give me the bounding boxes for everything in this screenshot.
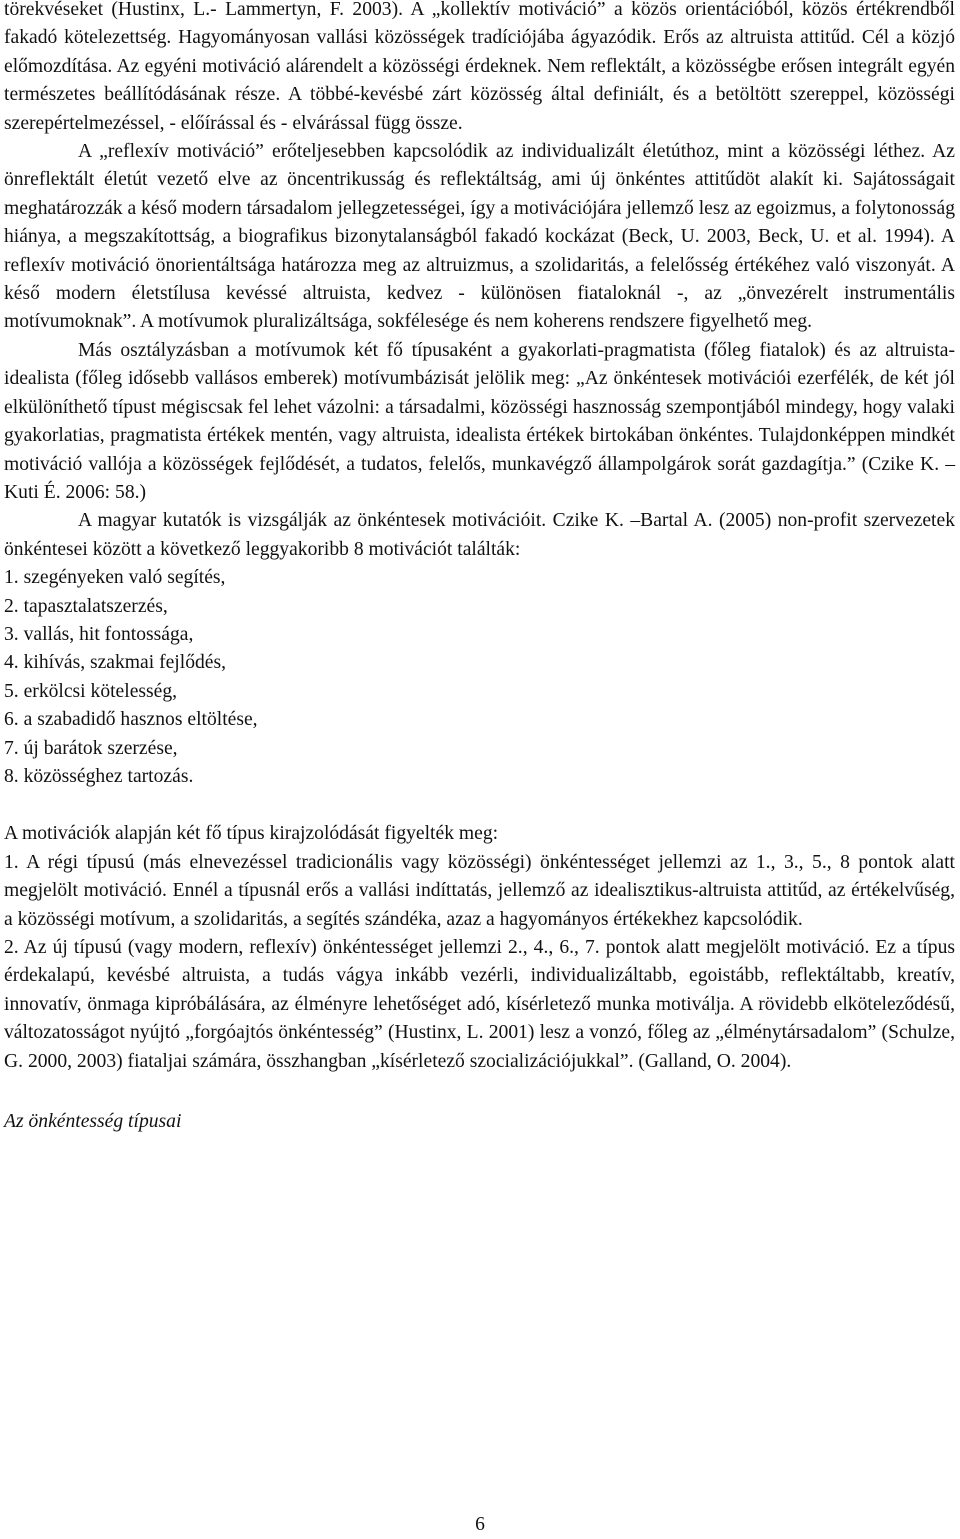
paragraph-hungarian-research: A magyar kutatók is vizsgálják az önkéntesek motivációit. Czike K. –Bartal A. (2005) non-profit szervezetek önkéntesei között a következő leggyakoribb 8 motivációt találták: [4,510,955,560]
list-item: 7. új barátok szerzése, [4,737,178,759]
spacer [4,791,955,820]
paragraph-old-type: 1. A régi típusú (más elnevezéssel tradicionális vagy közösségi) önkéntességet jellemzi az 1., 3., 5., 8 pontok alatt megjelölt motiváció. Ennél a típusnál erős a vallási indíttatás, jellemző az idealisztikus-altruista attitűd, az értékelvűség, a közösségi motívum, a szolidaritás, a segítés szándéka, azaz a hagyományos értékekhez kapcsolódik. [4,851,955,930]
paragraph-collective-motivation: törekvéseket (Hustinx, L.- Lammertyn, F. 2003). A „kollektív motiváció” a közös orientációból, közös értékrendből fakadó kötelezettség. Hagyományosan vallási közösségek tradíciójába ágyazódik. Erős az altruista attitűd. Cél a közjó előmozdítása. Az egyéni motiváció alárendelt a közösségi érdeknek. Nem reflektált, a közösségbe erősen integrált egyén természetes beállítódásának része. A többé-kevésbé zárt közösség által definiált, és a betöltött szereppel, közösségi szerepértelmezéssel, - előírással és - elvárással függ össze. [4,0,955,134]
list-item: 3. vallás, hit fontossága, [4,623,194,645]
spacer [4,1076,955,1108]
list-item: 5. erkölcsi kötelesség, [4,680,178,702]
paragraph-reflexive-motivation: A „reflexív motiváció” erőteljesebben kapcsolódik az individualizált életúthoz, mint a közösségi léthez. Az önreflektált életút vezető elve az öncentrikusság és reflektáltság, ami új önkéntes attitűdöt alakít ki. Sajátosságait meghatározzák a késő modern társadalom jellegzetességei, így a motivációjára jellemző lesz az egoizmus, a folytonosság hiánya, a megszakítottság, a biografikus bizonytalanságból fakadó kockázat (Beck, U. 2003, Beck, U. et al. 1994). A reflexív motiváció önorientáltsága határozza meg az altruizmus, a szolidaritás, a felelősség értékéhez való viszonyát. A késő modern életstílusa kevéssé altruista, kedvez - különösen fiataloknál -, az „önvezérelt instrumentális motívumoknak”. A motívumok pluralizáltsága, sokfélesége és nem koherens rendszere figyelhető meg. [4,141,956,333]
motivation-list [4,564,955,791]
document-body [4,0,955,1136]
list-item: 2. tapasztalatszerzés, [4,595,168,617]
section-heading: Az önkéntesség típusai [4,1111,182,1133]
list-item: 8. közösséghez tartozás. [4,765,194,787]
list-item: 4. kihívás, szakmai fejlődés, [4,652,227,674]
page-number: 6 [475,1514,485,1535]
list-item: 6. a szabadidő hasznos eltöltése, [4,709,258,731]
paragraph-new-type: 2. Az új típusú (vagy modern, reflexív) önkéntességet jellemzi 2., 4., 6., 7. pontok alatt megjelölt motiváció. Ez a típus érdekalapú, kevésbé altruista, a tudás vágya inkább vezérli, individualizáltabb, egoistább, reflektáltabb, kreatív, innovatív, önmaga kipróbálására, az élményre lehetőséget adó, kísérletező munka motiválja. A rövidebb elköteleződésű, változatosságot nyújtó „forgóajtós önkéntesség” (Hustinx, L. 2001) lesz a vonzó, főleg az „élménytársadalom” (Schulze, G. 2000, 2003) fiataljai számára, összhangban „kísérletező szocializációjukkal”. (Galland, O. 2004). [4,937,955,1072]
types-intro: A motivációk alapján két fő típus kirajzolódását figyelték meg: [4,823,499,845]
list-item: 1. szegényeken való segítés, [4,567,226,589]
paragraph-classification: Más osztályzásban a motívumok két fő típusaként a gyakorlati-pragmatista (főleg fiatalok) és az altruista-idealista (főleg idősebb vallásos emberek) motívumbázisát jelölik meg: „Az önkéntesek motivációi ezerfélék, de két jól elkülöníthető típust mégiscsak fel lehet vázolni: a társadalmi, közösségi hasznosság szempontjából mindegy, hogy valaki gyakorlatias, pragmatista értékek mentén, vagy altruista, idealista értékek birtokában önkéntes. Tulajdonképpen mindkét motiváció vallója a közösségek fejlődését, a tudatos, felelős, munkavégző állampolgárok sorát gazdagítja.” (Czike K. – Kuti É. 2006: 58.) [4,339,955,503]
